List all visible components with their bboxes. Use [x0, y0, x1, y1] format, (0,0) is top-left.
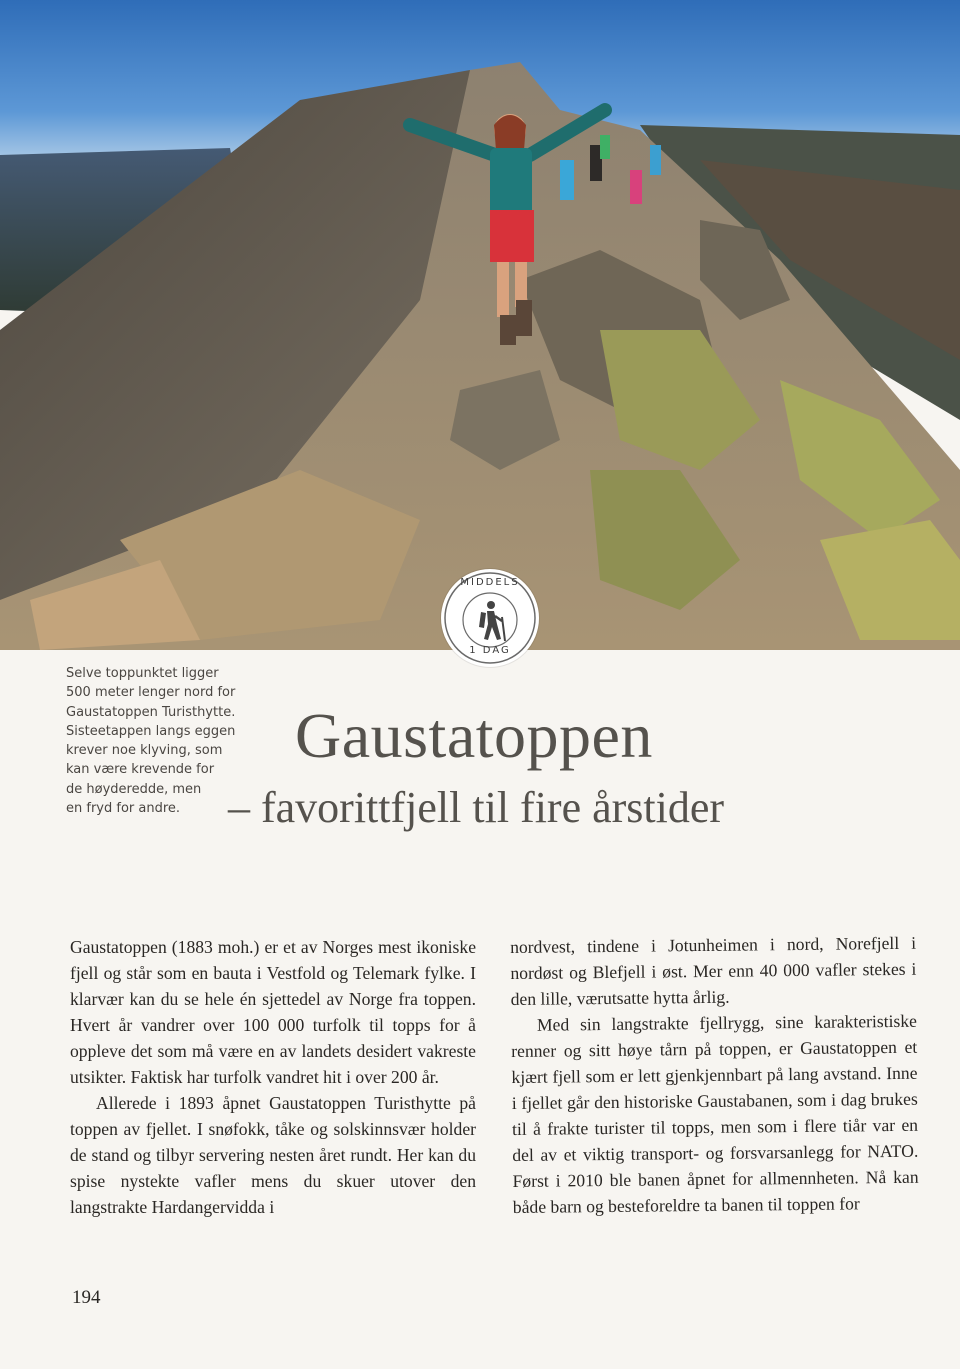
- hero-photo: [0, 0, 960, 650]
- difficulty-label: MIDDELS: [460, 577, 520, 588]
- page-title: Gaustatoppen: [295, 700, 653, 771]
- page-number: 194: [72, 1287, 101, 1308]
- paragraph: Med sin langstrakte fjellrygg, sine karakteristiske renner og sitt høye tårn på toppen, er Gaustatoppen et kjært fjell som er lett gjenkjennbart på lang avstand. Inne i fjellet går den historiske Gaustabanen, som i dag brukes til å frakte turister til topps, men som i flere tiår var en del av et viktig transport- og forsvarsanlegg for NATO. Først i 2010 ble banen åpnet for allmennheten. Nå kan både barn og besteforeldre ta banen til toppen for: [511, 1010, 919, 1217]
- duration-label: 1 DAG: [469, 645, 511, 656]
- paragraph: Allerede i 1893 åpnet Gaustatoppen Turisthytte på toppen av fjellet. I snøfokk, tåke og solskinnsvær holder de stand og tilbyr servering nesten året rundt. Her kan du spise nystekte vafler mens du skuer utover den langstrakte Hardangervidda i: [70, 1093, 476, 1217]
- mountain-ridge-hikers-photo: [0, 0, 960, 650]
- body-column-left: [70, 934, 476, 1220]
- photo-caption: Selve toppunktet ligger 500 meter lenger nord for Gaustatoppen Turisthytte. Sisteetappen langs eggen krever noe klyving, som kan være krevende for de høyderedde, men en fryd for andre.: [66, 666, 236, 817]
- body-column-right: [510, 930, 919, 1220]
- paragraph: nordvest, tindene i Jotunheimen i nord, Norefjell i nordøst og Blefjell i øst. Mer enn 40 000 vafler stekes i den lille, værutsatte hytta årlig.: [510, 932, 917, 1009]
- paragraph: Gaustatoppen (1883 moh.) er et av Norges mest ikoniske fjell og står som en bauta i Vestfold og Telemark fylke. I klarvær kan du se hele én sjettedel av Norge fra toppen. Hvert år vandrer over 100 000 turfolk til topps for å oppleve det som må være en av landets desidert vakreste utsikter. Faktisk har turfolk vandret hit i over 200 år.: [70, 937, 476, 1087]
- page-subtitle: – favorittfjell til fire årstider: [228, 783, 725, 832]
- difficulty-badge: [441, 569, 539, 667]
